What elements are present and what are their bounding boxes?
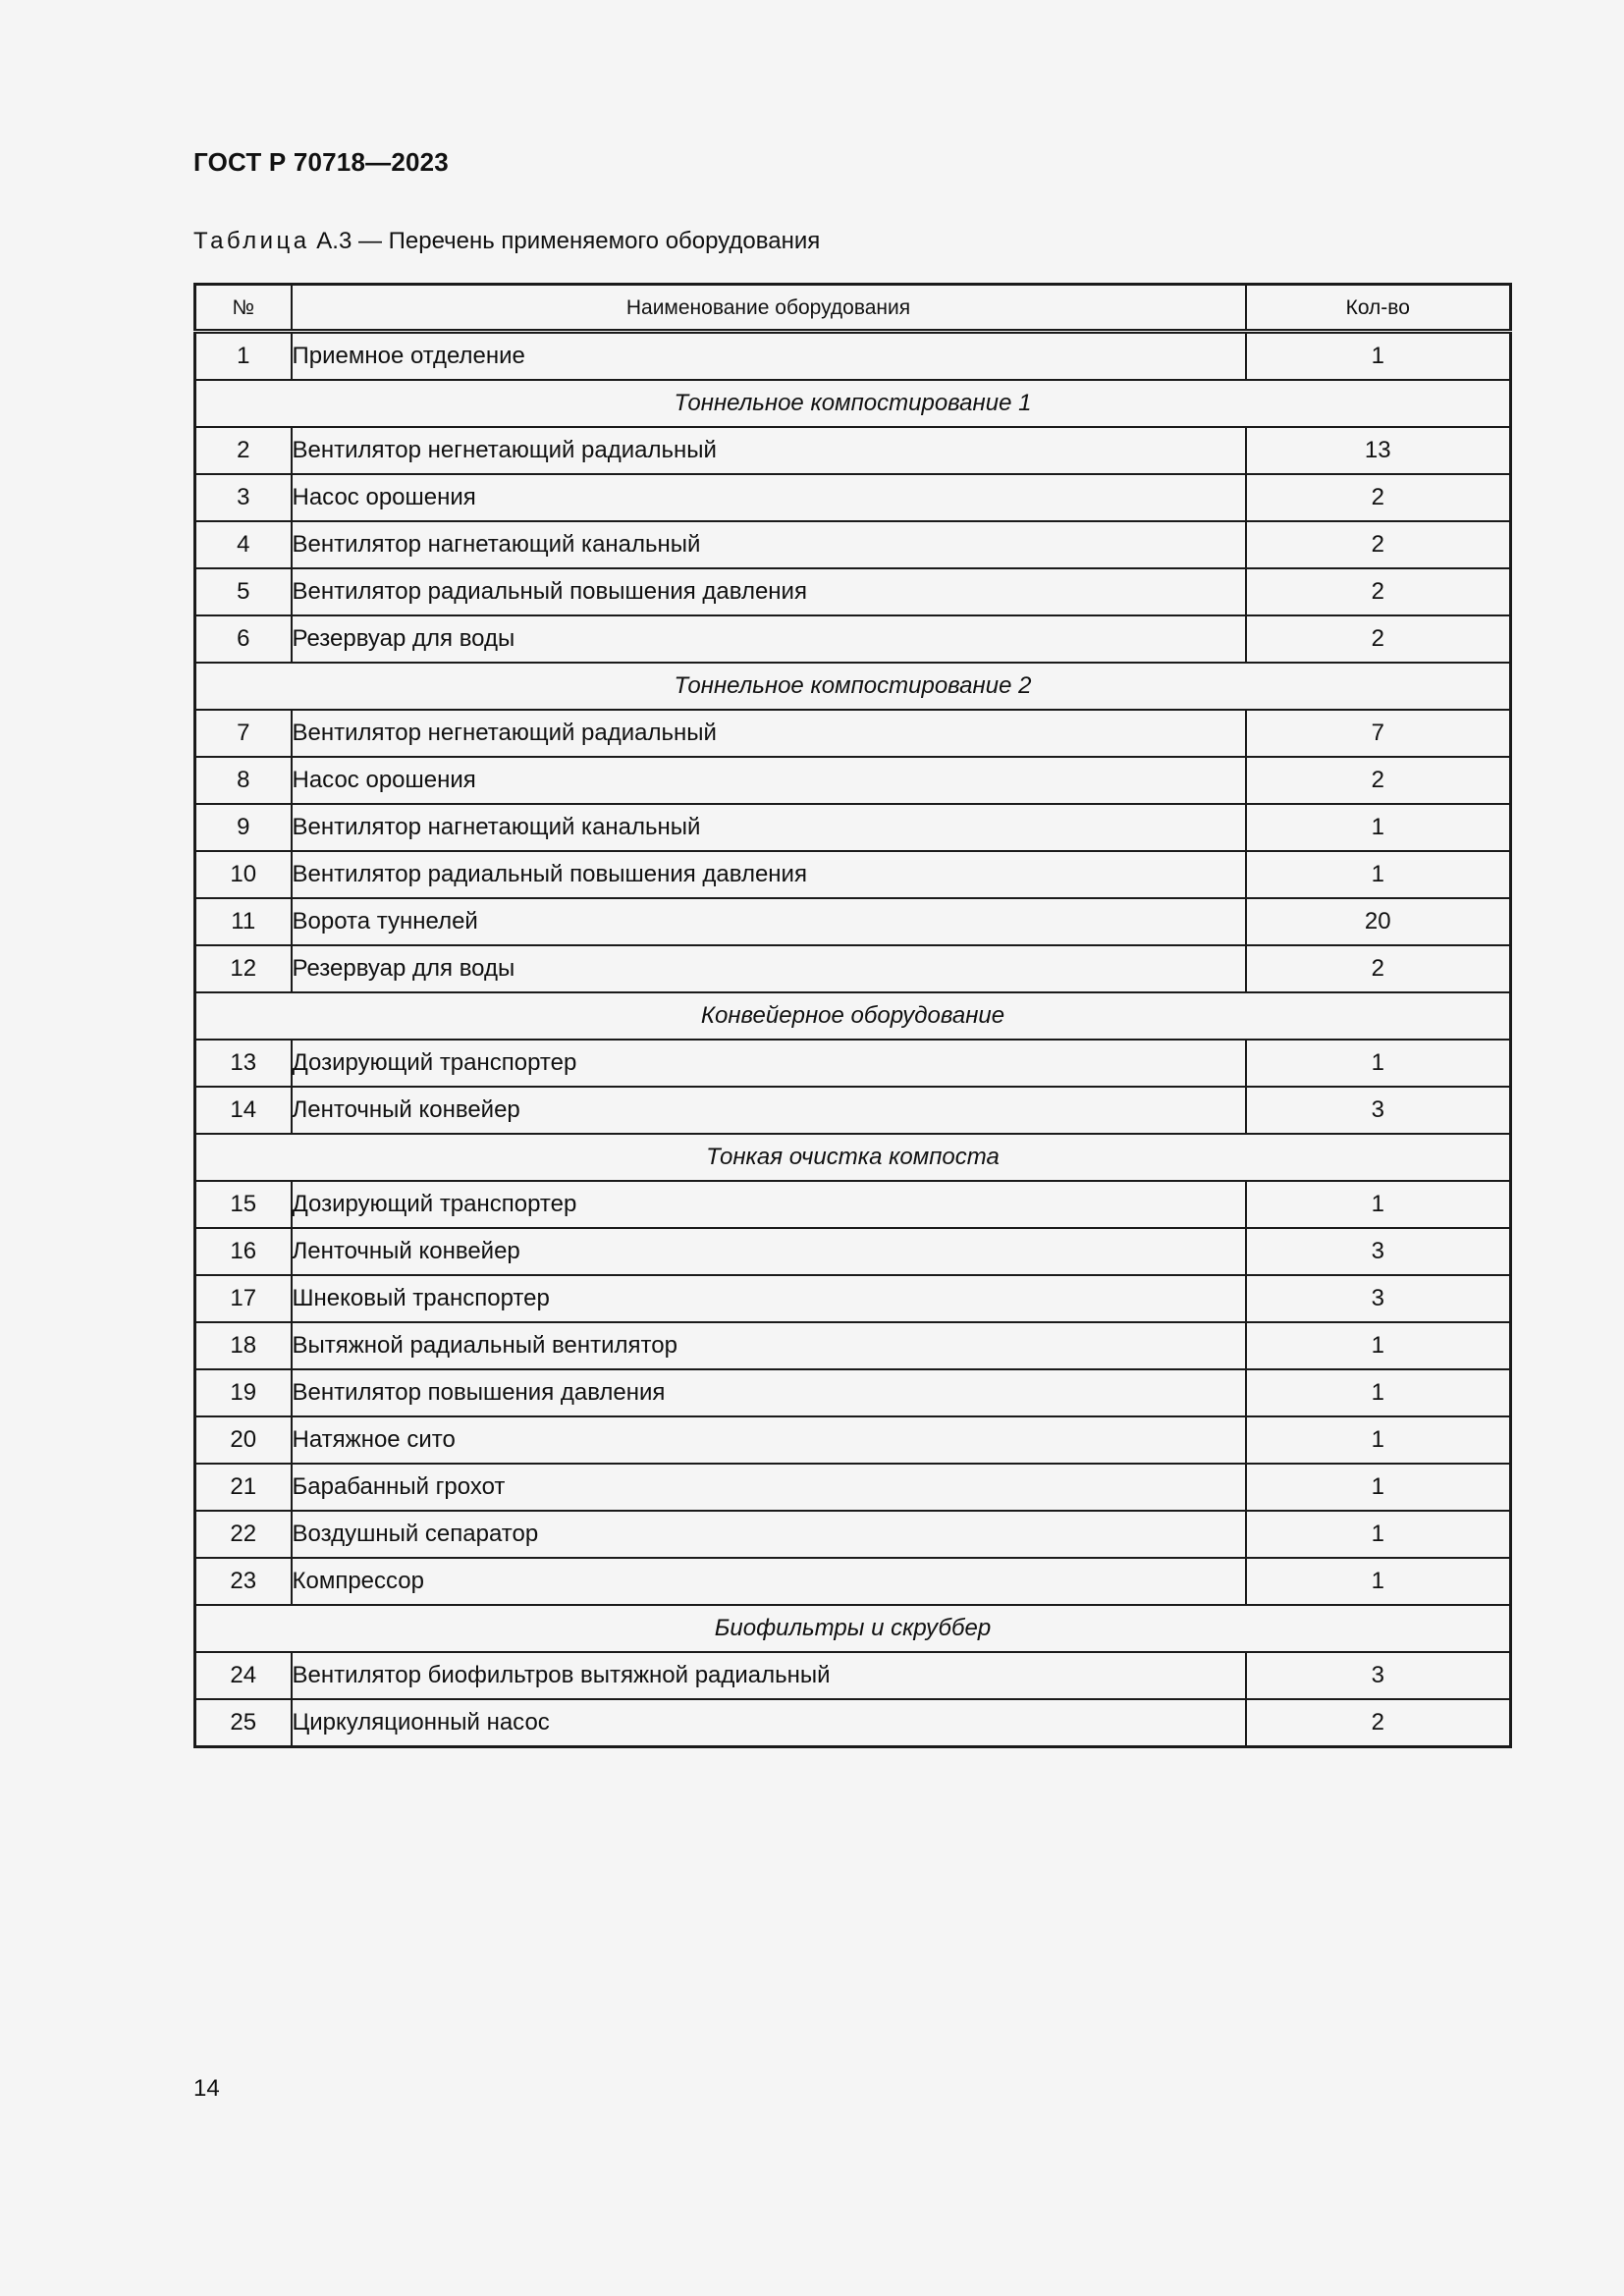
table-row [195, 851, 1511, 898]
cell-equipment-name: Вентилятор биофильтров вытяжной радиальный [292, 1652, 1246, 1699]
cell-quantity: 1 [1246, 1322, 1511, 1369]
table-caption [193, 228, 820, 255]
cell-quantity: 2 [1246, 474, 1511, 521]
cell-quantity: 1 [1246, 1040, 1511, 1087]
cell-number: 11 [195, 898, 292, 945]
table-row [195, 898, 1511, 945]
table-row [195, 1558, 1511, 1605]
cell-number: 6 [195, 615, 292, 663]
cell-number: 20 [195, 1416, 292, 1464]
cell-quantity: 2 [1246, 757, 1511, 804]
cell-number: 24 [195, 1652, 292, 1699]
cell-equipment-name: Вентилятор нагнетающий канальный [292, 804, 1246, 851]
cell-quantity: 1 [1246, 1181, 1511, 1228]
section-row [195, 1605, 1511, 1652]
cell-number: 1 [195, 332, 292, 381]
table-row [195, 1087, 1511, 1134]
cell-equipment-name: Насос орошения [292, 474, 1246, 521]
cell-quantity: 20 [1246, 898, 1511, 945]
table-row [195, 521, 1511, 568]
cell-equipment-name: Резервуар для воды [292, 945, 1246, 992]
table-row [195, 1369, 1511, 1416]
cell-number: 13 [195, 1040, 292, 1087]
equipment-table [193, 283, 1512, 1748]
cell-number: 12 [195, 945, 292, 992]
table-row [195, 427, 1511, 474]
cell-equipment-name: Вентилятор повышения давления [292, 1369, 1246, 1416]
cell-number: 15 [195, 1181, 292, 1228]
column-header-quantity: Кол-во [1246, 285, 1511, 332]
cell-quantity: 2 [1246, 945, 1511, 992]
cell-equipment-name: Вентилятор радиальный повышения давления [292, 851, 1246, 898]
cell-quantity: 1 [1246, 804, 1511, 851]
cell-quantity: 3 [1246, 1228, 1511, 1275]
table-row [195, 1464, 1511, 1511]
cell-quantity: 1 [1246, 1369, 1511, 1416]
page-number: 14 [193, 2075, 220, 2102]
cell-number: 23 [195, 1558, 292, 1605]
table-caption-label: Таблица [193, 228, 310, 254]
cell-quantity: 1 [1246, 1558, 1511, 1605]
cell-equipment-name: Шнековый транспортер [292, 1275, 1246, 1322]
document-code: ГОСТ Р 70718—2023 [193, 147, 449, 177]
section-row [195, 992, 1511, 1040]
cell-equipment-name: Вытяжной радиальный вентилятор [292, 1322, 1246, 1369]
cell-number: 3 [195, 474, 292, 521]
section-title: Тоннельное компостирование 1 [195, 380, 1511, 427]
column-header-name: Наименование оборудования [292, 285, 1246, 332]
cell-quantity: 3 [1246, 1275, 1511, 1322]
cell-number: 7 [195, 710, 292, 757]
cell-equipment-name: Резервуар для воды [292, 615, 1246, 663]
cell-equipment-name: Дозирующий транспортер [292, 1181, 1246, 1228]
section-title: Конвейерное оборудование [195, 992, 1511, 1040]
cell-quantity: 2 [1246, 568, 1511, 615]
cell-equipment-name: Дозирующий транспортер [292, 1040, 1246, 1087]
cell-equipment-name: Вентилятор негнетающий радиальный [292, 710, 1246, 757]
cell-quantity: 2 [1246, 1699, 1511, 1747]
cell-quantity: 1 [1246, 1416, 1511, 1464]
table-row [195, 568, 1511, 615]
table-row [195, 332, 1511, 381]
section-row [195, 663, 1511, 710]
table-row [195, 1699, 1511, 1747]
table-row [195, 804, 1511, 851]
cell-quantity: 1 [1246, 851, 1511, 898]
cell-number: 4 [195, 521, 292, 568]
cell-quantity: 1 [1246, 332, 1511, 381]
table-row [195, 1652, 1511, 1699]
table-row [195, 1322, 1511, 1369]
table-row [195, 710, 1511, 757]
cell-number: 9 [195, 804, 292, 851]
cell-quantity: 3 [1246, 1087, 1511, 1134]
cell-number: 14 [195, 1087, 292, 1134]
cell-number: 22 [195, 1511, 292, 1558]
cell-equipment-name: Вентилятор нагнетающий канальный [292, 521, 1246, 568]
cell-equipment-name: Приемное отделение [292, 332, 1246, 381]
table-body [195, 332, 1511, 1747]
table-caption-text: А.3 — Перечень применяемого оборудования [309, 228, 821, 254]
table-row [195, 945, 1511, 992]
cell-equipment-name: Натяжное сито [292, 1416, 1246, 1464]
cell-equipment-name: Насос орошения [292, 757, 1246, 804]
cell-equipment-name: Компрессор [292, 1558, 1246, 1605]
cell-equipment-name: Вентилятор негнетающий радиальный [292, 427, 1246, 474]
cell-number: 18 [195, 1322, 292, 1369]
cell-equipment-name: Воздушный сепаратор [292, 1511, 1246, 1558]
cell-equipment-name: Барабанный грохот [292, 1464, 1246, 1511]
cell-number: 10 [195, 851, 292, 898]
section-title: Тоннельное компостирование 2 [195, 663, 1511, 710]
cell-quantity: 1 [1246, 1464, 1511, 1511]
cell-number: 19 [195, 1369, 292, 1416]
cell-quantity: 13 [1246, 427, 1511, 474]
cell-number: 16 [195, 1228, 292, 1275]
section-row [195, 1134, 1511, 1181]
cell-number: 2 [195, 427, 292, 474]
cell-equipment-name: Ленточный конвейер [292, 1228, 1246, 1275]
table-row [195, 1040, 1511, 1087]
table-row [195, 1228, 1511, 1275]
cell-number: 8 [195, 757, 292, 804]
column-header-number: № [195, 285, 292, 332]
table-row [195, 1181, 1511, 1228]
table-row [195, 1275, 1511, 1322]
cell-quantity: 2 [1246, 615, 1511, 663]
section-row [195, 380, 1511, 427]
cell-number: 5 [195, 568, 292, 615]
table-header-row [195, 285, 1511, 332]
cell-quantity: 2 [1246, 521, 1511, 568]
cell-number: 21 [195, 1464, 292, 1511]
cell-quantity: 3 [1246, 1652, 1511, 1699]
cell-number: 25 [195, 1699, 292, 1747]
table-row [195, 474, 1511, 521]
section-title: Биофильтры и скруббер [195, 1605, 1511, 1652]
cell-number: 17 [195, 1275, 292, 1322]
table-row [195, 1511, 1511, 1558]
cell-quantity: 1 [1246, 1511, 1511, 1558]
cell-equipment-name: Ленточный конвейер [292, 1087, 1246, 1134]
section-title: Тонкая очистка компоста [195, 1134, 1511, 1181]
cell-equipment-name: Циркуляционный насос [292, 1699, 1246, 1747]
cell-equipment-name: Вентилятор радиальный повышения давления [292, 568, 1246, 615]
cell-equipment-name: Ворота туннелей [292, 898, 1246, 945]
table-row [195, 757, 1511, 804]
table-row [195, 615, 1511, 663]
table-row [195, 1416, 1511, 1464]
cell-quantity: 7 [1246, 710, 1511, 757]
